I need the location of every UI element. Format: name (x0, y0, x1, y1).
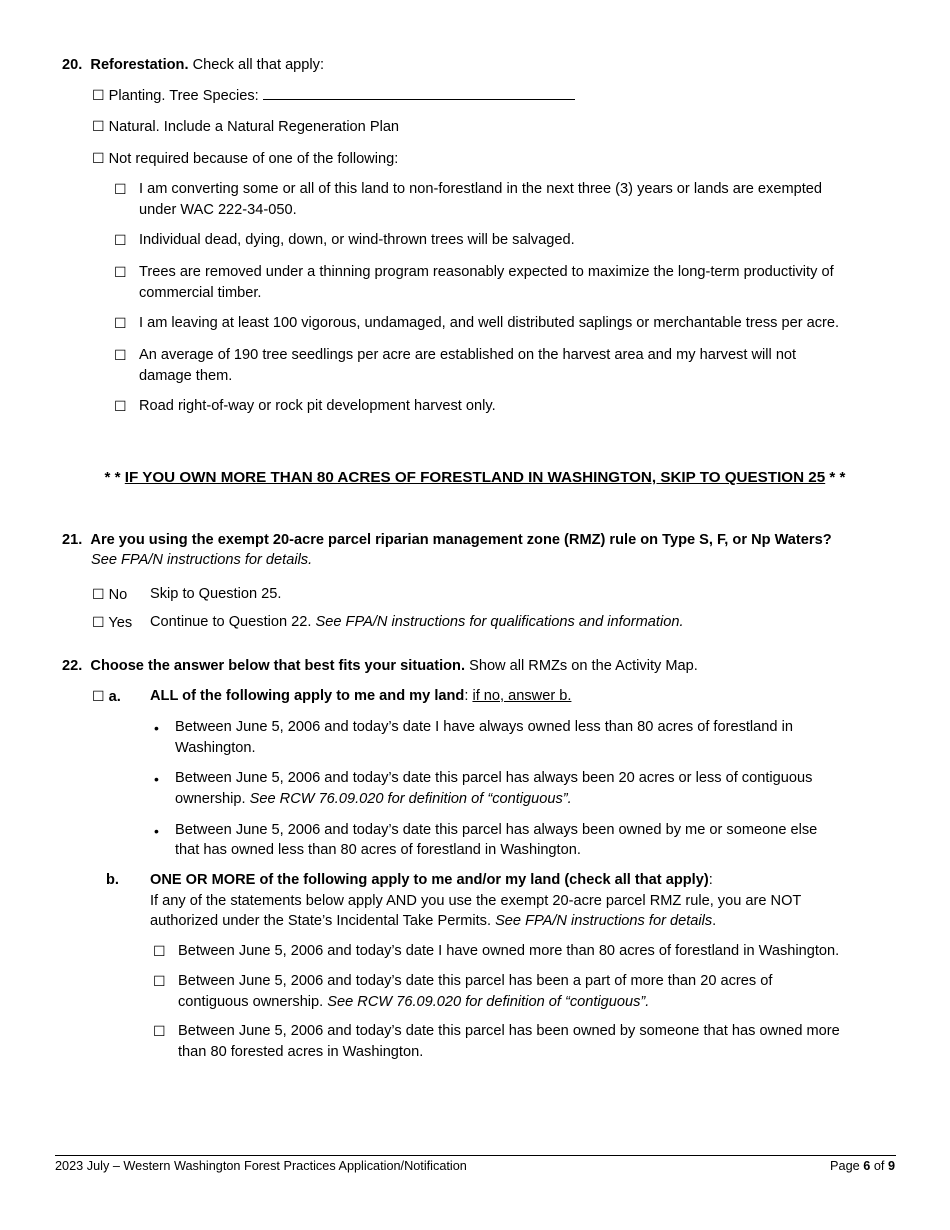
b-desc-line1: If any of the statements below apply AND you use the exempt 20-acre parcel RMZ rule, you are NOT (150, 893, 802, 909)
sub-option-checkbox[interactable]: ☐ (114, 347, 127, 363)
q21-see (91, 550, 312, 570)
b-desc-line2 (150, 911, 716, 931)
tree-species-field[interactable] (263, 84, 575, 100)
bullet: • (154, 720, 159, 736)
a-label: a. (108, 689, 121, 705)
b-label: b. (106, 872, 119, 888)
page-total: 9 (887, 1159, 895, 1173)
q21-number: 21. (62, 532, 83, 548)
not-required-option[interactable] (92, 148, 398, 169)
a-title: ALL of the following apply to me and my land (150, 688, 465, 704)
a-item-text: Between June 5, 2006 and today’s date this parcel has always been 20 acres or less of contiguous (175, 770, 813, 786)
a-item-italic: See RCW 76.09.020 for definition of “contiguous”. (249, 791, 572, 807)
sub-option-checkbox[interactable]: ☐ (114, 315, 127, 331)
planting-option[interactable] (92, 84, 575, 106)
bullet: • (154, 823, 159, 839)
b-desc2-end: . (712, 913, 717, 929)
not-required-label: Not required because of one of the following: (108, 151, 399, 167)
no-label: No (108, 587, 128, 603)
yes-see: See FPA/N instructions for qualifications and information. (315, 614, 684, 630)
not-required-checkbox[interactable]: ☐ (92, 150, 105, 166)
q21-question: Are you using the exempt 20-acre parcel riparian management zone (RMZ) rule on Type S, F, or Np Waters? (90, 532, 832, 548)
sub-option-text: Trees are removed under a thinning program reasonably expected to maximize the long-term productivity of (139, 264, 834, 280)
a-checkbox[interactable]: ☐ (92, 688, 105, 704)
a-item-line: ownership. (175, 791, 246, 807)
b-item-text: than 80 forested acres in Washington. (178, 1044, 424, 1060)
page-of: of (873, 1159, 885, 1173)
b-item-line: contiguous ownership. (178, 994, 324, 1010)
footer-divider (55, 1155, 896, 1156)
q22-intro: Show all RMZs on the Activity Map. (469, 658, 698, 674)
q22-title: Choose the answer below that best fits your situation. (90, 658, 466, 674)
skip-banner (0, 468, 950, 488)
b-desc2: authorized under the State’s Incidental Take Permits. (150, 913, 491, 929)
b-desc2-italic: See FPA/N instructions for details (495, 913, 713, 929)
q21-see-text: See FPA/N instructions for details. (91, 552, 313, 568)
a-note: if no, answer b. (472, 688, 572, 704)
planting-checkbox[interactable]: ☐ (92, 87, 105, 103)
b-item-text: Between June 5, 2006 and today’s date I have owned more than 80 acres of forestland in Washington. (178, 943, 840, 959)
page-current: 6 (863, 1159, 871, 1173)
banner-text: IF YOU OWN MORE THAN 80 ACRES OF FORESTLAND IN WASHINGTON, SKIP TO QUESTION 25 (124, 469, 826, 486)
q21-yes-text (150, 612, 684, 632)
q20-heading (62, 55, 324, 75)
q21-no-option[interactable] (92, 584, 127, 605)
b-item-text (178, 992, 649, 1012)
q20-title: Reforestation. (90, 57, 189, 73)
q20-number: 20. (62, 57, 83, 73)
q21-yes-option[interactable] (92, 612, 132, 633)
yes-label: Yes (108, 615, 133, 631)
no-checkbox[interactable]: ☐ (92, 586, 105, 602)
sub-option-text: Road right-of-way or rock pit development harvest only. (139, 398, 496, 414)
planting-label: Planting. Tree Species: (108, 88, 259, 104)
a-item-text: Between June 5, 2006 and today’s date this parcel has always been owned by me or someone else (175, 822, 818, 838)
a-item-text: Between June 5, 2006 and today’s date I have always owned less than 80 acres of forestland in (175, 719, 793, 735)
a-item-text (175, 789, 572, 809)
sub-option-text: commercial timber. (139, 285, 262, 301)
q22-a-option[interactable] (92, 686, 121, 707)
sub-option-checkbox[interactable]: ☐ (114, 181, 127, 197)
a-colon: : (464, 688, 469, 704)
b-item-text: Between June 5, 2006 and today’s date this parcel has been a part of more than 20 acres of (178, 973, 773, 989)
q21-heading (62, 530, 832, 550)
banner-suffix: * * (829, 469, 846, 486)
page-number (830, 1158, 895, 1174)
bullet: • (154, 771, 159, 787)
sub-option-text: damage them. (139, 368, 233, 384)
banner-prefix: * * (104, 469, 121, 486)
yes-checkbox[interactable]: ☐ (92, 614, 105, 630)
sub-option-text: under WAC 222-34-050. (139, 202, 297, 218)
b-title: ONE OR MORE of the following apply to me and/or my land (check all that apply) (150, 872, 709, 888)
footer-title: 2023 July – Western Washington Forest Practices Application/Notification (55, 1159, 467, 1173)
natural-option[interactable] (92, 116, 399, 137)
q22-heading (62, 656, 698, 676)
natural-checkbox[interactable]: ☐ (92, 118, 105, 134)
b-item-checkbox[interactable]: ☐ (153, 943, 166, 959)
page-prefix: Page (830, 1159, 860, 1173)
q21-no-text: Skip to Question 25. (150, 586, 282, 602)
a-item-text: Washington. (175, 740, 256, 756)
sub-option-text: Individual dead, dying, down, or wind-thrown trees will be salvaged. (139, 232, 575, 248)
b-item-checkbox[interactable]: ☐ (153, 1023, 166, 1039)
b-item-italic: See RCW 76.09.020 for definition of “contiguous”. (327, 994, 650, 1010)
yes-text: Continue to Question 22. (150, 614, 312, 630)
sub-option-text: An average of 190 tree seedlings per acre are established on the harvest area and my harvest will not (139, 347, 797, 363)
sub-option-checkbox[interactable]: ☐ (114, 398, 127, 414)
sub-option-text: I am converting some or all of this land to non-forestland in the next three (3) years or lands are exempted (139, 181, 823, 197)
q22-b-title (150, 870, 713, 890)
q22-number: 22. (62, 658, 83, 674)
q20-intro: Check all that apply: (192, 57, 325, 73)
sub-option-checkbox[interactable]: ☐ (114, 264, 127, 280)
sub-option-checkbox[interactable]: ☐ (114, 232, 127, 248)
b-item-text: Between June 5, 2006 and today’s date this parcel has been owned by someone that has owned more (178, 1023, 840, 1039)
b-item-checkbox[interactable]: ☐ (153, 973, 166, 989)
q22-a-title (150, 686, 571, 706)
sub-option-text: I am leaving at least 100 vigorous, undamaged, and well distributed saplings or merchantable tress per acre. (139, 315, 840, 331)
natural-label: Natural. Include a Natural Regeneration Plan (108, 119, 400, 135)
b-colon: : (708, 872, 713, 888)
a-item-text: that has owned less than 80 acres of forestland in Washington. (175, 842, 581, 858)
q22-b-label (106, 870, 119, 890)
